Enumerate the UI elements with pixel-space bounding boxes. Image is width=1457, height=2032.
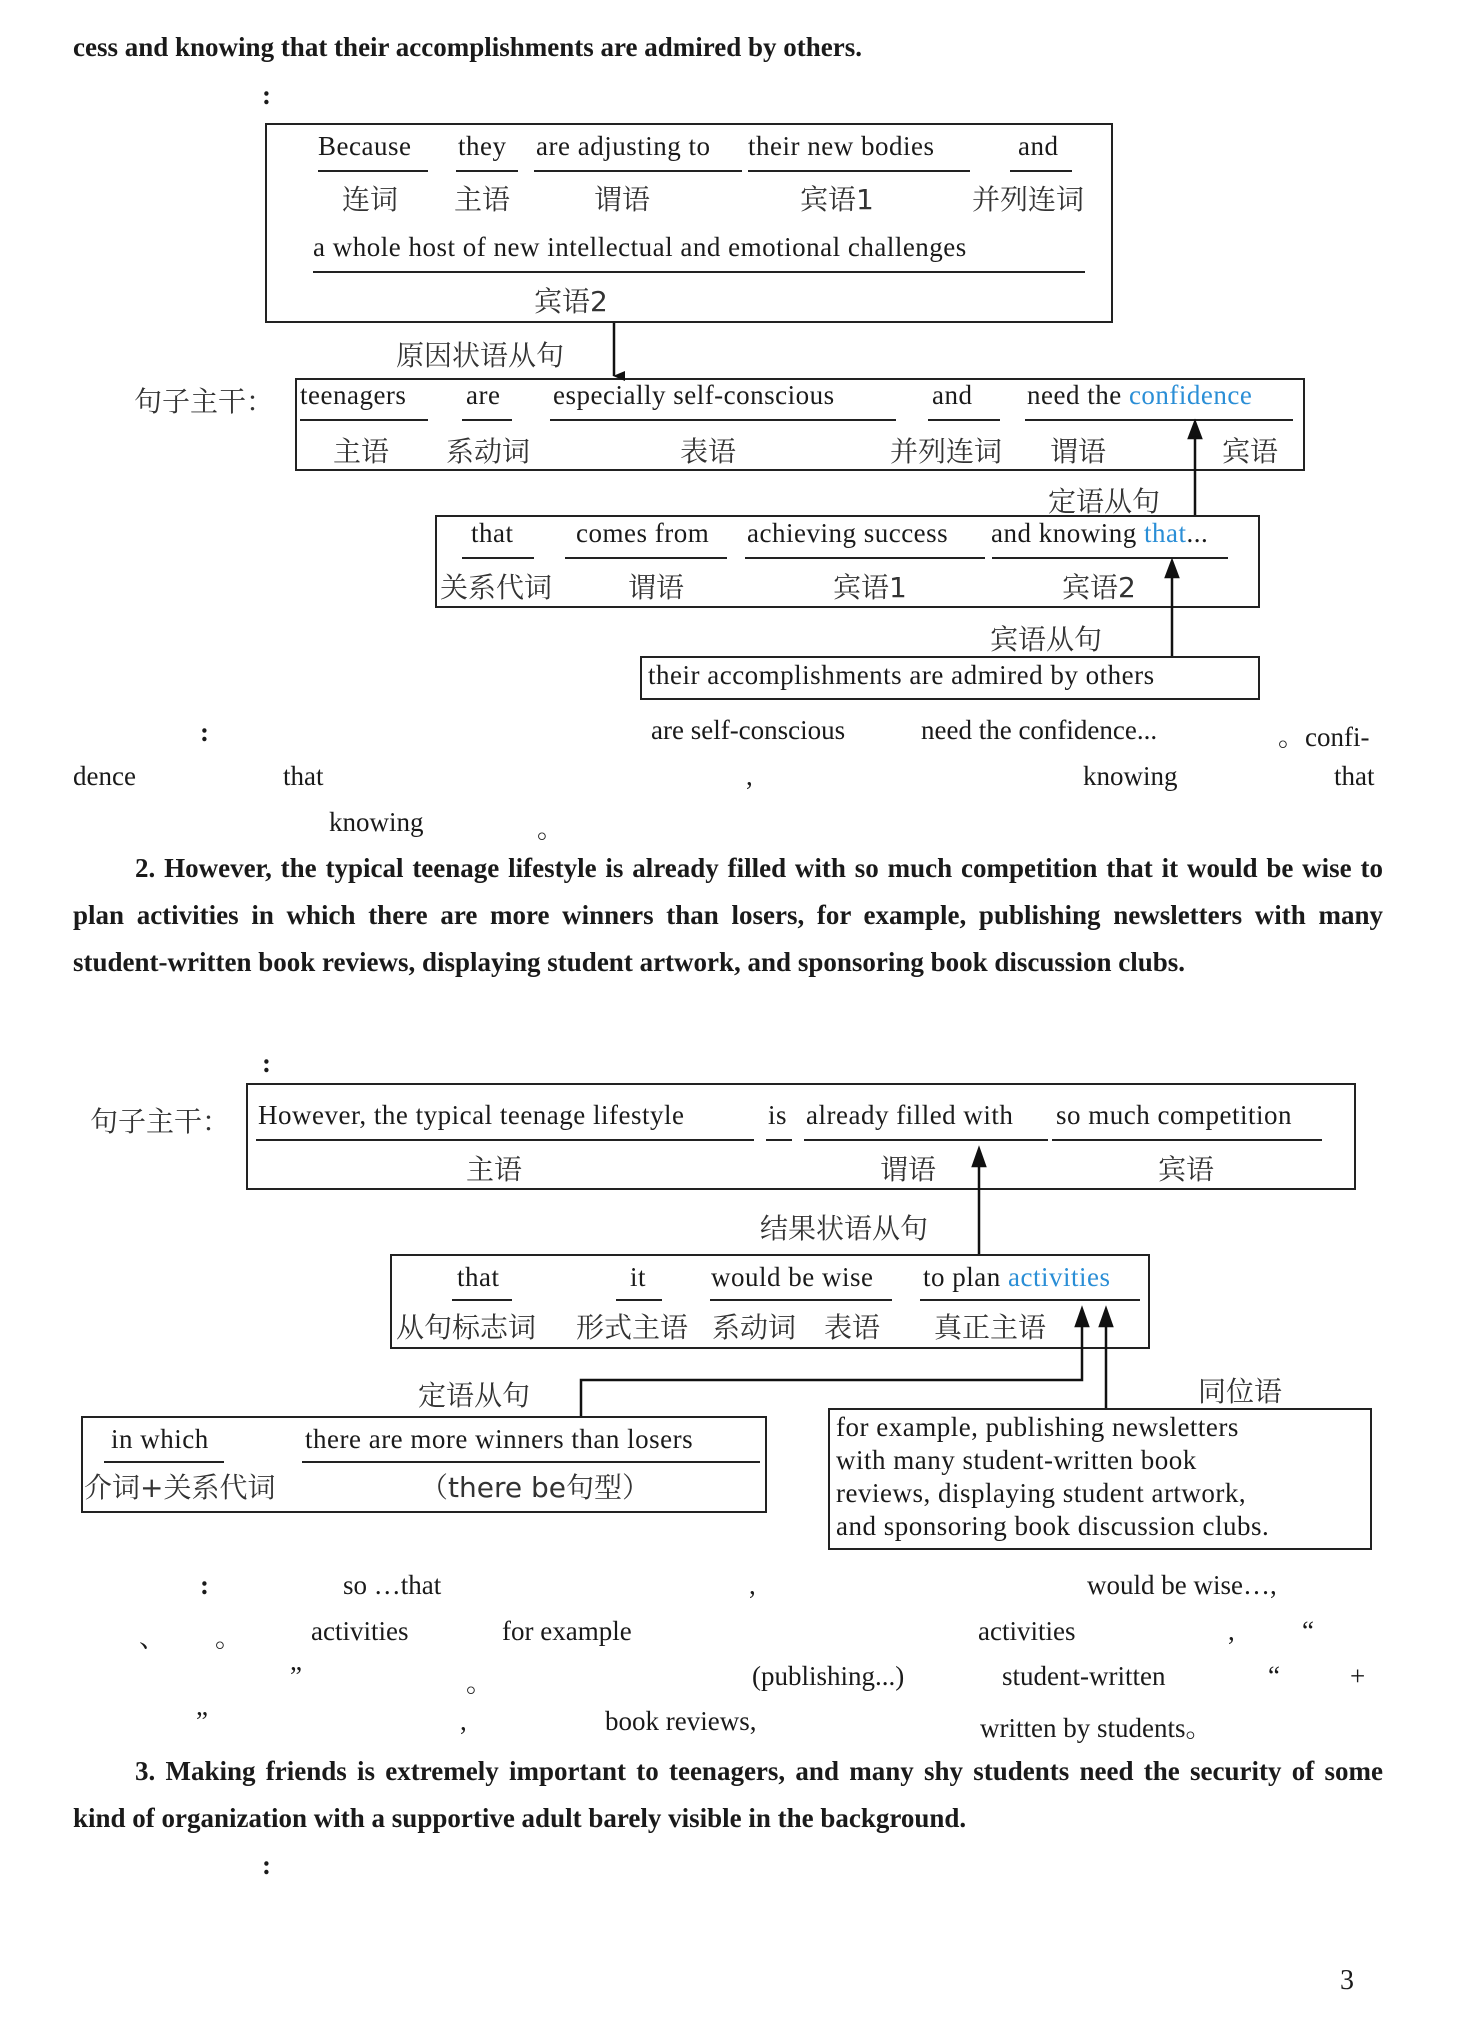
d1b2-word: need the confidence — [1027, 380, 1253, 410]
a1-frag: that — [283, 761, 324, 791]
d1b1-role: 连词 — [342, 183, 399, 216]
d2b4-line: for example, publishing newsletters — [836, 1412, 1239, 1442]
d2b2-word: it — [630, 1262, 647, 1292]
a2-frag: + — [1350, 1661, 1366, 1691]
d1b1-role: 宾语1 — [800, 183, 874, 216]
d1-link-obj: 宾语从句 — [990, 623, 1103, 656]
d2b2-role: 系动词 — [712, 1311, 797, 1344]
arrow-up — [581, 1310, 1082, 1416]
d1b3-word: achieving success — [747, 518, 949, 548]
a1-frag: , — [746, 761, 753, 791]
a1-colon: : — [200, 717, 209, 747]
d1b2-word: especially self-conscious — [553, 380, 835, 410]
a2-frag: student-written — [1002, 1661, 1166, 1691]
arrow-head-up — [973, 1149, 985, 1166]
d2b3-word: in which — [111, 1424, 209, 1454]
a2-frag: 、 — [139, 1623, 166, 1653]
d1b1-word: their new bodies — [748, 131, 935, 161]
d1b2-role: 主语 — [333, 435, 390, 468]
d2b2-role: 真正主语 — [934, 1311, 1047, 1344]
d2b2-role: 从句标志词 — [396, 1311, 537, 1344]
paragraph-2: 2. However, the typical teenage lifestyle is already filled with so much competition that it would be wise to plan activities in which there are more winners than losers, for example, publishing newsletters with many student-written book reviews, displaying student artwork, and sponsoring book discussion clubs. — [73, 853, 1383, 977]
a2-frag: : — [200, 1570, 209, 1600]
d2b1-word: is — [768, 1100, 788, 1130]
a2-frag: 。 — [215, 1623, 242, 1653]
d2b3-word: there are more winners than losers — [305, 1424, 694, 1454]
d1b1-word: they — [458, 131, 507, 161]
a2-frag: activities — [311, 1616, 409, 1646]
d1b1-word: are adjusting to — [536, 131, 711, 161]
a2-frag: “ — [1302, 1616, 1314, 1646]
d2b4-line: reviews, displaying student artwork, — [836, 1478, 1247, 1508]
d1b1-word: and — [1018, 131, 1059, 161]
a2-frag: (publishing...) — [752, 1661, 905, 1691]
d2b1-word: However, the typical teenage lifestyle — [258, 1100, 685, 1130]
a2-frag: , — [749, 1570, 756, 1600]
d1b1-word: Because — [318, 131, 412, 161]
a1-frag: are self-conscious — [651, 715, 846, 745]
a1-frag: that — [1334, 761, 1375, 791]
d1b2-role: 谓语 — [1050, 435, 1107, 468]
d1b1-role: 谓语 — [594, 183, 651, 216]
d1b3-role: 宾语2 — [1062, 571, 1136, 604]
d1b3-word: and knowing that... — [991, 518, 1209, 548]
d1-link-cause: 原因状语从句 — [396, 339, 565, 372]
d2b4-line: and sponsoring book discussion clubs. — [836, 1511, 1270, 1541]
d1b1-role: 主语 — [454, 183, 511, 216]
d1b2-role: 表语 — [680, 435, 737, 468]
a2-frag: book reviews, — [605, 1706, 757, 1736]
d1-link-attr: 定语从句 — [1048, 485, 1161, 518]
d2b1-word: already filled with — [806, 1100, 1014, 1130]
a2-frag: would be wise…, — [1087, 1570, 1277, 1600]
d1b1-role: 并列连词 — [972, 183, 1085, 216]
a2-frag: , — [1228, 1616, 1235, 1646]
a1-frag: need the confidence... — [921, 715, 1158, 745]
d2-link-appos: 同位语 — [1198, 1375, 1283, 1408]
a2-frag: , — [460, 1706, 467, 1736]
d1b1-line2: a whole host of new intellectual and emotional challenges — [313, 232, 967, 262]
d2b3-role: （there be句型） — [420, 1471, 650, 1504]
paragraph-3: 3. Making friends is extremely important to teenagers, and many shy students need the security of some kind of organization with a supportive adult barely visible in the background. — [73, 1756, 1383, 1833]
a2-frag: written by students。 — [980, 1713, 1213, 1743]
d1b2-word: teenagers — [300, 380, 407, 410]
d2b1-role: 主语 — [466, 1153, 523, 1186]
d2b1-role: 宾语 — [1158, 1153, 1215, 1186]
d1b2-role: 系动词 — [446, 435, 531, 468]
analysis-colon: : — [262, 1048, 271, 1078]
arrow-head-up — [1189, 422, 1201, 438]
d1b3-word: that — [471, 518, 514, 548]
d2b3-role: 介词+关系代词 — [84, 1471, 276, 1504]
d1b2-role: 并列连词 — [890, 435, 1003, 468]
d1b1-line2-role: 宾语2 — [534, 285, 608, 318]
page-number: 3 — [1340, 1965, 1354, 1996]
a2-frag: ” — [290, 1661, 302, 1691]
d1b2-role: 宾语 — [1222, 435, 1279, 468]
d2b2-word: would be wise — [711, 1262, 874, 1292]
a1-frag: knowing — [329, 807, 424, 837]
d1b3-role: 谓语 — [628, 571, 685, 604]
d2b1-role: 谓语 — [880, 1153, 937, 1186]
d2-main-label: 句子主干： — [90, 1105, 231, 1138]
a1-frag: 。confi- — [1278, 722, 1370, 752]
d2-link-result: 结果状语从句 — [760, 1212, 929, 1245]
d1b3-role: 关系代词 — [440, 571, 553, 604]
d2b1-word: so much competition — [1056, 1100, 1292, 1130]
a2-frag: ” — [196, 1706, 208, 1736]
d2b4-line: with many student-written book — [836, 1445, 1197, 1475]
d2b2-word: that — [457, 1262, 500, 1292]
d1-main-label: 句子主干： — [134, 385, 275, 418]
a1-frag: knowing — [1083, 761, 1178, 791]
a2-frag: 。 — [466, 1668, 493, 1698]
arrow-head-up — [1100, 1309, 1112, 1326]
intro-tail: cess and knowing that their accomplishments are admired by others. — [73, 32, 863, 62]
d2-link-attr: 定语从句 — [418, 1379, 531, 1412]
analysis-colon: : — [262, 80, 271, 110]
arrow-head-up — [1166, 561, 1178, 577]
d2b2-word: to plan activities — [923, 1262, 1111, 1292]
arrow-head-up — [1076, 1309, 1088, 1326]
a2-frag: for example — [502, 1616, 632, 1646]
a2-frag: so …that — [343, 1570, 442, 1600]
d2b2-role: 表语 — [824, 1311, 881, 1344]
d1b3-word: comes from — [576, 518, 710, 548]
d1b3-role: 宾语1 — [833, 571, 907, 604]
analysis-colon: : — [262, 1850, 271, 1880]
a2-frag: activities — [978, 1616, 1076, 1646]
d1b2-word: and — [932, 380, 973, 410]
a2-frag: “ — [1268, 1661, 1280, 1691]
a1-frag: dence — [73, 761, 136, 791]
d1b4-text: their accomplishments are admired by others — [648, 660, 1155, 690]
a1-frag: 。 — [537, 814, 564, 844]
d1b2-word: are — [466, 380, 501, 410]
d2b2-role: 形式主语 — [576, 1311, 689, 1344]
